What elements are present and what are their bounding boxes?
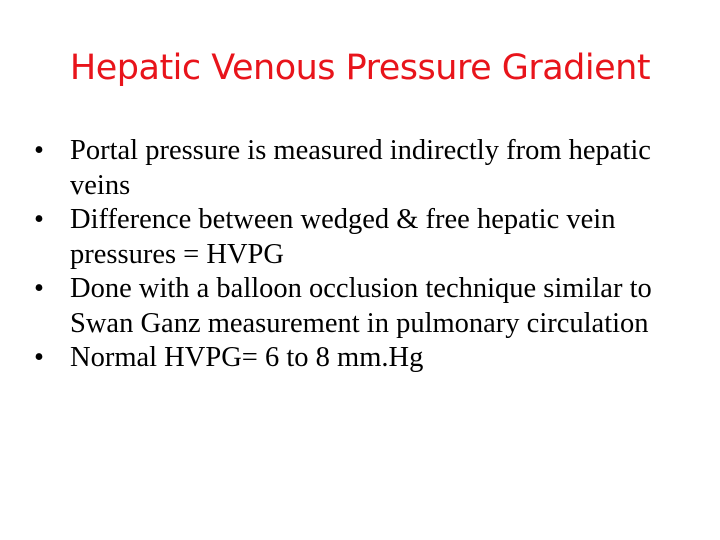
bullet-item	[34, 272, 684, 341]
bullet-text: Difference between wedged & free hepatic vein pressures = HVPG	[70, 204, 616, 270]
bullet-list	[34, 134, 684, 376]
bullet-item	[34, 341, 684, 376]
bullet-text: Done with a balloon occlusion technique similar to Swan Ganz measurement in pulmonary circulation	[70, 273, 652, 339]
bullet-text: Normal HVPG= 6 to 8 mm.Hg	[70, 342, 424, 373]
bullet-dot-icon: •	[34, 135, 44, 166]
bullet-dot-icon: •	[34, 273, 44, 304]
bullet-dot-icon: •	[34, 342, 44, 373]
bullet-item	[34, 134, 684, 203]
bullet-dot-icon: •	[34, 204, 44, 235]
bullet-item	[34, 203, 684, 272]
slide-title: Hepatic Venous Pressure Gradient	[69, 48, 651, 88]
bullet-text: Portal pressure is measured indirectly from hepatic veins	[70, 135, 651, 201]
